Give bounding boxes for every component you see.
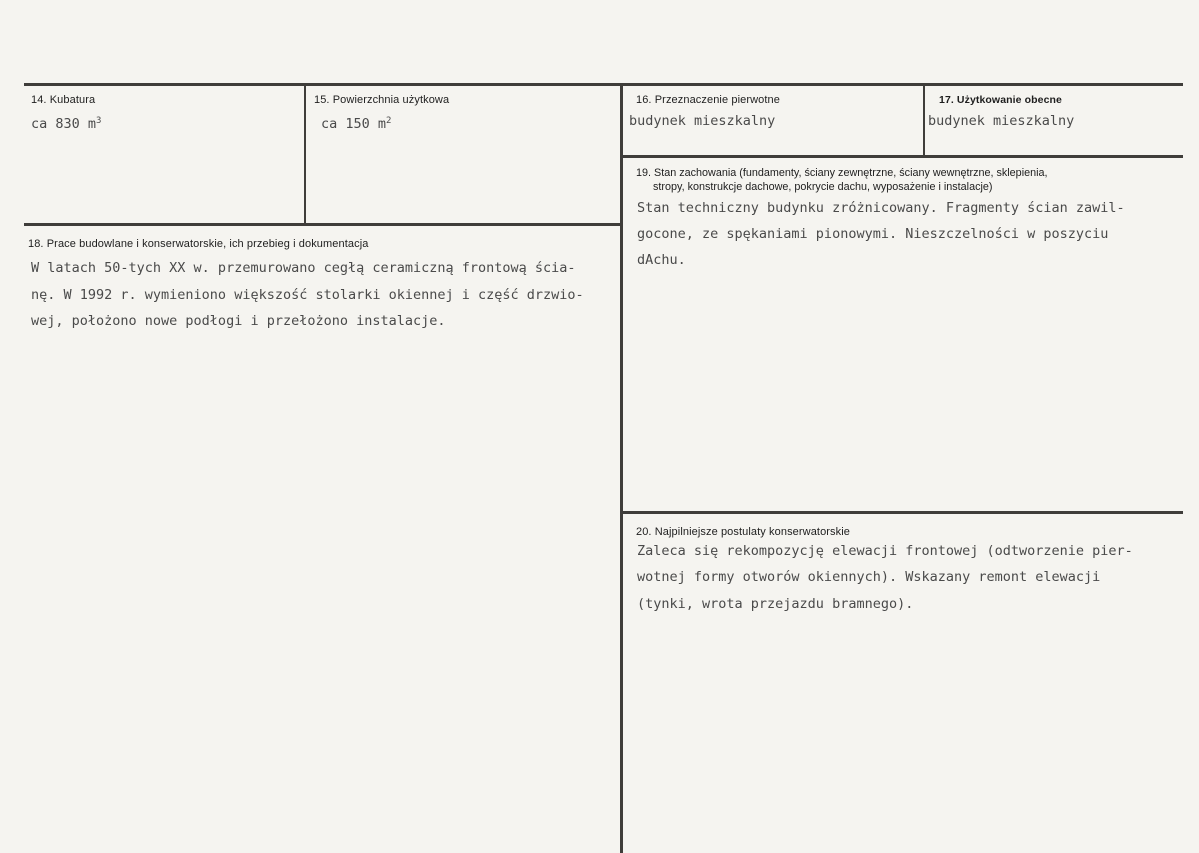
field-16-value: budynek mieszkalny xyxy=(629,113,776,129)
field-20-label: 20. Najpilniejsze postulaty konserwatorskie xyxy=(636,526,851,538)
field-14-value-exponent: 3 xyxy=(96,116,102,126)
divider-16-17 xyxy=(923,85,925,156)
field-14-label: 14. Kubatura xyxy=(31,94,96,106)
field-15-value-exponent: 2 xyxy=(386,116,392,126)
rule-above-19 xyxy=(621,155,1183,158)
field-18-label: 18. Prace budowlane i konserwatorskie, ich przebieg i dokumentacja xyxy=(28,238,369,250)
field-18-line-1: W latach 50-tych XX w. przemurowano cegłą ceramiczną frontową ścia- xyxy=(31,260,576,276)
field-15-label: 15. Powierzchnia użytkowa xyxy=(314,94,450,106)
field-17-value: budynek mieszkalny xyxy=(928,113,1075,129)
field-19-label-line1: 19. Stan zachowania (fundamenty, ściany zewnętrzne, ściany wewnętrzne, sklepienia, xyxy=(636,167,1048,179)
field-20-line-1: Zaleca się rekompozycję elewacji frontowej (odtworzenie pier- xyxy=(637,543,1133,559)
field-17-label: 17. Użytkowanie obecne xyxy=(939,94,1062,106)
field-18-line-3: wej, położono nowe podłogi i przełożono instalacje. xyxy=(31,313,446,329)
divider-14-15 xyxy=(304,85,306,226)
field-19-line-3: dAchu. xyxy=(637,252,686,268)
field-15-value xyxy=(321,108,391,138)
field-20-line-3: (tynki, wrota przejazdu bramnego). xyxy=(637,596,914,612)
field-14-value-text: ca 830 m xyxy=(31,116,97,132)
field-18-line-2: nę. W 1992 r. wymieniono większość stolarki okiennej i część drzwio- xyxy=(31,287,584,303)
field-15-value-text: ca 150 m xyxy=(321,116,387,132)
rule-above-18 xyxy=(24,223,622,226)
field-14-value xyxy=(31,108,101,138)
top-rule xyxy=(24,83,1183,86)
field-16-label: 16. Przeznaczenie pierwotne xyxy=(636,94,780,106)
divider-center xyxy=(620,85,623,853)
field-19-line-1: Stan techniczny budynku zróżnicowany. Fragmenty ścian zawil- xyxy=(637,200,1125,216)
rule-above-20 xyxy=(621,511,1183,514)
field-20-line-2: wotnej formy otworów okiennych). Wskazany remont elewacji xyxy=(637,569,1101,585)
field-19-line-2: gocone, ze spękaniami pionowymi. Nieszczelności w poszyciu xyxy=(637,226,1109,242)
field-19-label-line2: stropy, konstrukcje dachowe, pokrycie dachu, wyposażenie i instalacje) xyxy=(653,181,993,193)
